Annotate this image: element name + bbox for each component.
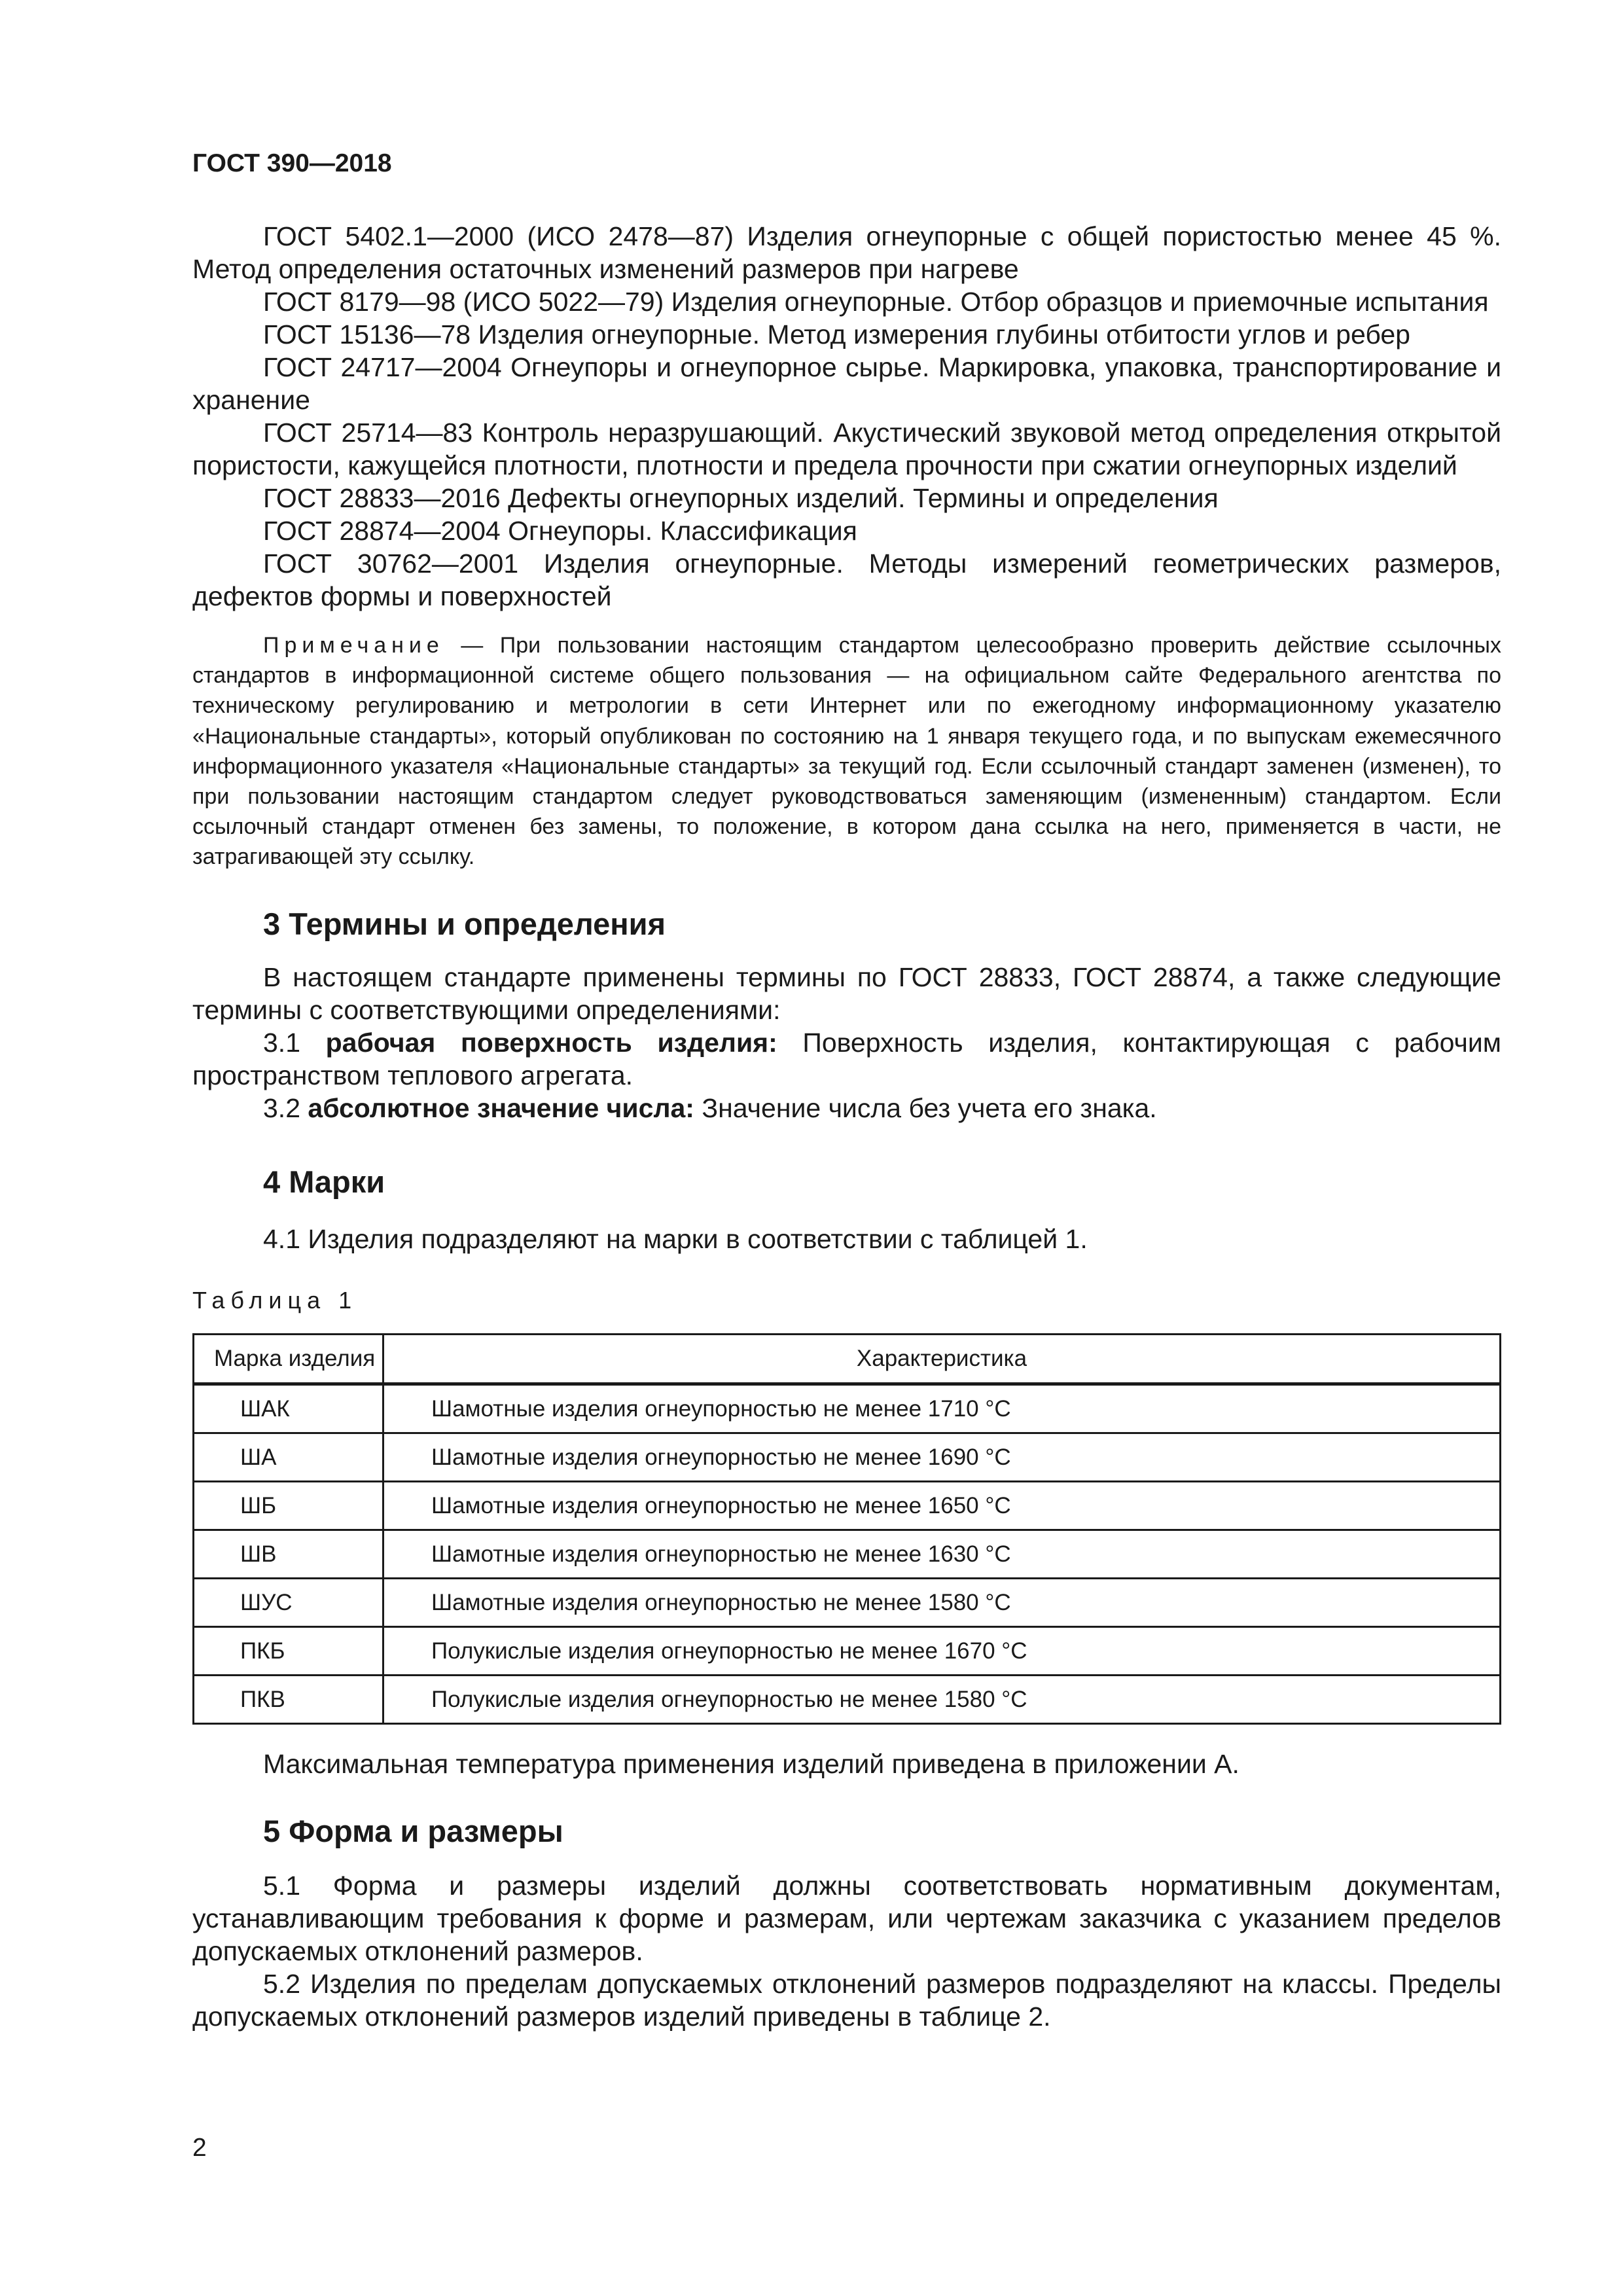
column-header-mark: Марка изделия <box>194 1335 383 1384</box>
marks-table <box>192 1333 1501 1725</box>
table-row <box>194 1384 1501 1433</box>
reference-item: ГОСТ 28874—2004 Огнеупоры. Классификация <box>263 516 857 546</box>
table-row <box>194 1627 1501 1676</box>
table-row <box>194 1676 1501 1724</box>
cell-mark: ПКВ <box>194 1676 383 1724</box>
term-definition <box>192 1092 1501 1124</box>
table-row <box>194 1433 1501 1482</box>
term-name: абсолютное значение числа: <box>308 1093 694 1123</box>
after-table-text: Максимальная температура применения изделий приведена в приложении А. <box>263 1749 1240 1779</box>
reference-item: ГОСТ 30762—2001 Изделия огнеупорные. Методы измерений геометрических размеров, дефектов формы и поверхностей <box>192 548 1501 611</box>
section-5-para: 5.1 Форма и размеры изделий должны соответствовать нормативным документам, устанавливающим требования к форме и размерам, или чертежам заказчика с указанием пределов допускаемых отклонений размеров. <box>192 1871 1501 1966</box>
reference-item: ГОСТ 8179—98 (ИСО 5022—79) Изделия огнеупорные. Отбор образцов и приемочные испытания <box>263 287 1489 317</box>
cell-characteristic: Шамотные изделия огнеупорностью не менее 1710 °С <box>383 1384 1501 1433</box>
normative-references <box>192 220 1501 613</box>
section-4-title: 4 Марки <box>263 1164 385 1199</box>
table-caption: Таблица 1 <box>192 1287 358 1314</box>
document-code: ГОСТ 390—2018 <box>192 149 392 177</box>
section-5-body <box>192 1869 1501 2033</box>
after-table-para <box>192 1748 1501 1780</box>
term-definition <box>192 1026 1501 1092</box>
reference-item: ГОСТ 5402.1—2000 (ИСО 2478—87) Изделия огнеупорные с общей пористостью менее 45 %. Метод определения остаточных изменений размеров при нагреве <box>192 221 1501 284</box>
note-block <box>192 630 1501 872</box>
term-name: рабочая поверхность изделия: <box>325 1028 777 1058</box>
cell-characteristic: Шамотные изделия огнеупорностью не менее 1690 °С <box>383 1433 1501 1482</box>
cell-characteristic: Шамотные изделия огнеупорностью не менее 1580 °С <box>383 1579 1501 1627</box>
term-number: 3.2 <box>263 1093 300 1123</box>
section-3-intro: В настоящем стандарте применены термины по ГОСТ 28833, ГОСТ 28874, а также следующие термины с соответствующими определениями: <box>192 962 1501 1025</box>
term-text: Поверхность изделия, контактирующая с рабочим пространством теплового агрегата. <box>192 1028 1501 1090</box>
cell-mark: ШВ <box>194 1530 383 1579</box>
cell-characteristic: Шамотные изделия огнеупорностью не менее 1650 °С <box>383 1482 1501 1530</box>
table-row <box>194 1482 1501 1530</box>
section-3-title: 3 Термины и определения <box>263 906 666 941</box>
section-3-body <box>192 961 1501 1124</box>
note-text: — При пользовании настоящим стандартом целесообразно проверить действие ссылочных стандартов в информационной системе общего пользования — на официальном сайте Федерального агентства по техническому регулированию и метрологии в сети Интернет или по ежегодному информационному указателю «Национальные стандарты», который опубликован по состоянию на 1 января текущего года, и по выпускам ежемесячного информационного указателя «Национальные стандарты» за текущий год. Если ссылочный стандарт заменен (изменен), то при пользовании настоящим стандартом следует руководствоваться заменяющим (измененным) стандартом. Если ссылочный стандарт отменен без замены, то положение, в котором дана ссылка на него, применяется в части, не затрагивающей эту ссылку. <box>192 633 1501 870</box>
cell-characteristic: Полукислые изделия огнеупорностью не менее 1580 °С <box>383 1676 1501 1724</box>
cell-mark: ШБ <box>194 1482 383 1530</box>
reference-item: ГОСТ 25714—83 Контроль неразрушающий. Акустический звуковой метод определения открытой пористости, кажущейся плотности, плотности и предела прочности при сжатии огнеупорных изделий <box>192 418 1501 480</box>
term-text: Значение числа без учета его знака. <box>702 1093 1157 1123</box>
section-4-para <box>192 1223 1501 1255</box>
section-5-title: 5 Форма и размеры <box>263 1814 563 1848</box>
cell-characteristic: Полукислые изделия огнеупорностью не менее 1670 °С <box>383 1627 1501 1676</box>
reference-item: ГОСТ 28833—2016 Дефекты огнеупорных изделий. Термины и определения <box>263 483 1219 513</box>
page-number: 2 <box>192 2134 207 2162</box>
cell-mark: ШАК <box>194 1384 383 1433</box>
table-row <box>194 1579 1501 1627</box>
reference-item: ГОСТ 15136—78 Изделия огнеупорные. Метод измерения глубины отбитости углов и ребер <box>263 319 1410 350</box>
column-header-characteristic: Характеристика <box>383 1335 1501 1384</box>
section-5-para: 5.2 Изделия по пределам допускаемых отклонений размеров подразделяют на классы. Пределы допускаемых отклонений размеров изделий приведены в таблице 2. <box>192 1969 1501 2032</box>
note-label: Примечание <box>263 633 444 658</box>
term-number: 3.1 <box>263 1028 300 1058</box>
cell-characteristic: Шамотные изделия огнеупорностью не менее 1630 °С <box>383 1530 1501 1579</box>
section-4-text: 4.1 Изделия подразделяют на марки в соответствии с таблицей 1. <box>263 1224 1088 1254</box>
cell-mark: ША <box>194 1433 383 1482</box>
reference-item: ГОСТ 24717—2004 Огнеупоры и огнеупорное сырье. Маркировка, упаковка, транспортирование и хранение <box>192 352 1501 415</box>
table-row <box>194 1530 1501 1579</box>
cell-mark: ПКБ <box>194 1627 383 1676</box>
cell-mark: ШУС <box>194 1579 383 1627</box>
table-header-row <box>194 1335 1501 1384</box>
